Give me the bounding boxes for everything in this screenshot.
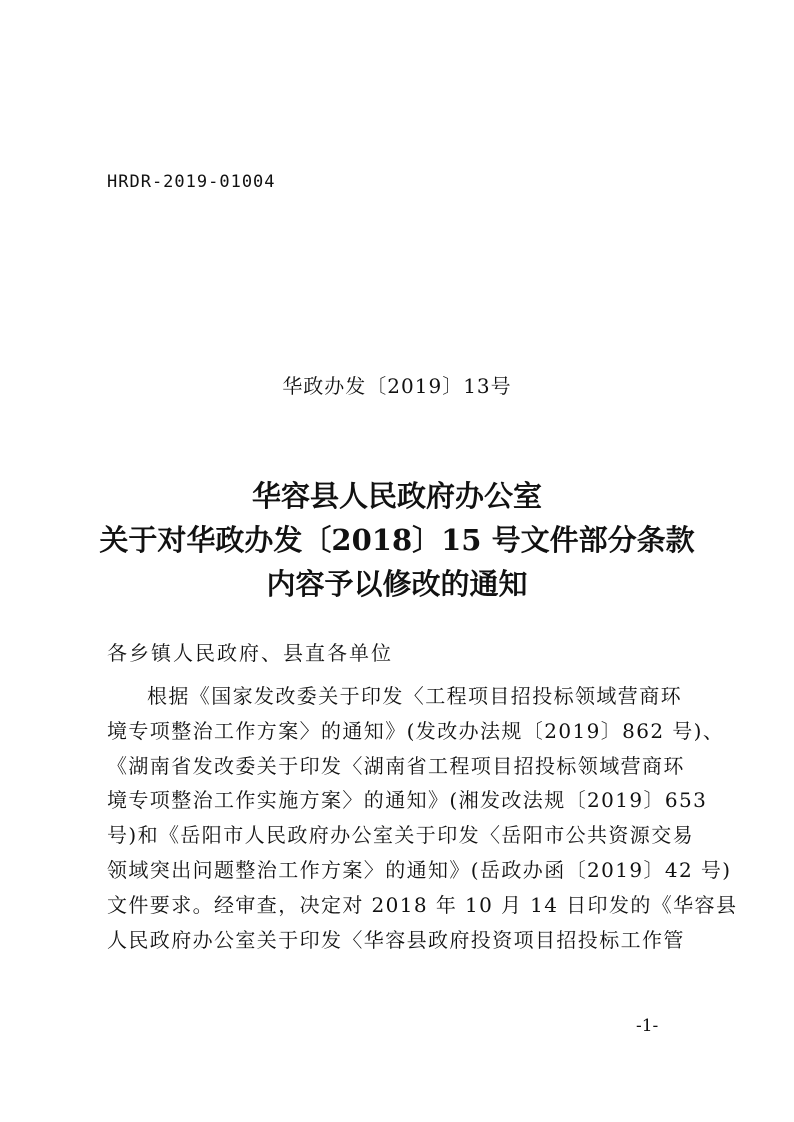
title-line: 关于对华政办发〔2018〕15 号文件部分条款 — [99, 523, 695, 557]
body-paragraph — [107, 679, 738, 957]
body-line: 人民政府办公室关于印发〈华容县政府投资项目招投标工作管 — [107, 927, 685, 952]
body-line: 领域突出问题整治工作方案〉的通知》(岳政办函〔2019〕42 号) — [107, 857, 732, 882]
issuance-number: 华政办发〔2019〕13号 — [282, 374, 512, 398]
body-line: 号)和《岳阳市人民政府办公室关于印发〈岳阳市公共资源交易 — [107, 823, 695, 848]
body-line: 境专项整治工作方案〉的通知》(发改办法规〔2019〕862 号)、 — [107, 718, 725, 743]
body-line: 文件要求。经审查，决定对 2018 年 10 月 14 日印发的《华容县 — [107, 892, 738, 917]
title-line: 华容县人民政府办公室 — [251, 479, 542, 513]
body-line: 境专项整治工作实施方案〉的通知》(湘发改法规〔2019〕653 — [107, 788, 708, 813]
page-number: -1- — [636, 1016, 659, 1036]
document-title — [0, 474, 794, 606]
body-line: 根据《国家发改委关于印发〈工程项目招投标领域营商环 — [147, 684, 682, 708]
addressee: 各乡镇人民政府、县直各单位 — [107, 641, 393, 665]
document-id: HRDR-2019-01004 — [107, 172, 276, 192]
title-line: 内容予以修改的通知 — [266, 567, 528, 601]
body-line: 《湖南省发改委关于印发〈湖南省工程项目招投标领域营商环 — [107, 753, 685, 778]
